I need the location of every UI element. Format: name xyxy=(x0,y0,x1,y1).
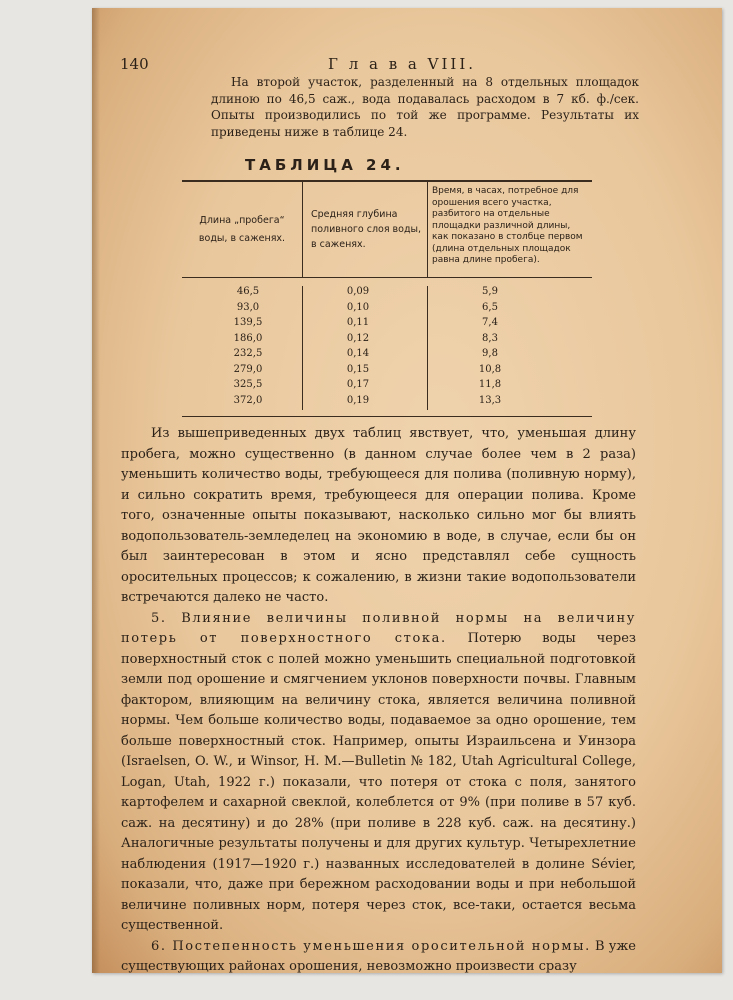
paragraph-section-6 xyxy=(121,937,636,978)
cell-length: 372,0 xyxy=(182,395,303,411)
cell-length: 279,0 xyxy=(182,364,303,380)
intro-text: На второй участок, разделенный на 8 отдельных площадок длиною по 46,5 саж., вода подавалась расходом в 7 кб. ф./сек. Опыты производились по той же программе. Результаты их приведены ниже в таблице 24. xyxy=(211,75,639,139)
intro-paragraph xyxy=(211,74,639,140)
cell-time: 6,5 xyxy=(482,301,498,313)
cell-time: 7,4 xyxy=(482,317,498,328)
page-gutter-shadow xyxy=(92,8,100,973)
cell-depth: 0,09 xyxy=(303,286,428,302)
chapter-heading: Г л а в а VIII. xyxy=(328,55,477,73)
cell-depth: 0,10 xyxy=(303,302,428,318)
cell-time: 8,3 xyxy=(482,332,498,344)
table-row xyxy=(182,317,592,333)
paragraph-section-5 xyxy=(121,609,636,937)
cell-depth: 0,17 xyxy=(303,379,428,395)
table-header-row xyxy=(182,182,592,278)
cell-length: 186,0 xyxy=(182,333,303,349)
paragraph-conclusion: Из вышеприведенных двух таблиц явствует, что, уменьшая длину пробега, можно существенно (в данном случае более чем в 2 раза) уменьшить количество воды, требующееся для полива (поливную норму), и сильно сократить время, требующееся для операции полива. Кроме того, означенные опыты показывают, насколько сильно мог бы влиять водопользователь-земледелец на экономию в воде, в случае, если бы он был заинтересован в этом и ясно представлял себе сущность оросительных процессов; к сожалению, в жизни такие водопользователи встречаются далеко не часто. xyxy=(121,426,636,605)
cell-length: 46,5 xyxy=(182,286,303,302)
table-title: ТАБЛИЦА 24. xyxy=(245,156,405,174)
cell-depth: 0,19 xyxy=(303,395,428,411)
table-header-depth: Средняя глубина поливного слоя воды, в саженях. xyxy=(303,182,428,277)
cell-time: 9,8 xyxy=(482,348,498,359)
table-header-length: Длина „пробега“ воды, в саженях. xyxy=(182,182,303,277)
section-5-text: Потерю воды через поверхностный сток с полей можно уменьшить специальной подготовкой земли под орошение и смягчением уклонов поверхности почвы. Главным фактором, влияющим на величину стока, является величина поливной нормы. Чем больше количество воды, подаваемое за одно орошение, тем больше поверхностный сток. Например, опыты Израильсена и Уинзора (Israelsen, O. W., и Winsor, H. M.—Bulletin № 182, Utah Agricultural College, Logan, Utah, 1922 г.) показали, что потеря от стока с поля, занятого картофелем и сахарной свеклой, колеблется от 9% (при поливе в 57 куб. саж. на десятину) и до 28% (при поливе в 228 куб. саж. на десятину.) Аналогичные результаты получены и для других культур. Четырехлетние наблюдения (1917—1920 г.) названных исследователей в долине Sévier, показали, что, даже при бережном расходовании воды и при небольшой величине поливных норм, потеря через сток, все-таки, остается весьма существенной. xyxy=(121,631,637,933)
page-number: 140 xyxy=(120,55,149,73)
table-header-time: Время, в часах, потребное для орошения всего участка, разбитого на отдельные площадки различной длины, как показано в столбце первом (длина отдельных площадок равна длине пробега). xyxy=(432,186,583,265)
table-row xyxy=(182,348,592,364)
table-row xyxy=(182,302,592,318)
table-row xyxy=(182,364,592,380)
cell-time: 5,9 xyxy=(482,286,498,297)
body-text xyxy=(121,424,636,978)
cell-length: 139,5 xyxy=(182,317,303,333)
cell-depth: 0,11 xyxy=(303,317,428,333)
cell-length: 325,5 xyxy=(182,379,303,395)
cell-length: 232,5 xyxy=(182,348,303,364)
section-6-heading: 6. Постепенность уменьшения оросительной нормы. xyxy=(151,938,591,954)
data-table-24 xyxy=(182,180,592,417)
cell-time: 10,8 xyxy=(478,363,502,375)
cell-time: 11,8 xyxy=(478,379,502,390)
cell-depth: 0,12 xyxy=(303,333,428,349)
table-row xyxy=(182,333,592,349)
cell-depth: 0,15 xyxy=(303,364,428,380)
table-row xyxy=(182,286,592,302)
cell-length: 93,0 xyxy=(182,302,303,318)
cell-depth: 0,14 xyxy=(303,348,428,364)
section-6-text: В уже существующих районах орошения, невозможно произвести сразу xyxy=(121,938,636,974)
table-body xyxy=(182,278,592,416)
cell-time: 13,3 xyxy=(478,394,502,406)
table-row xyxy=(182,379,592,395)
section-5-heading: 5. Влияние величины поливной нормы на величину потерь от поверхностного стока. xyxy=(121,610,636,646)
running-header xyxy=(120,55,640,75)
table-row xyxy=(182,395,592,411)
